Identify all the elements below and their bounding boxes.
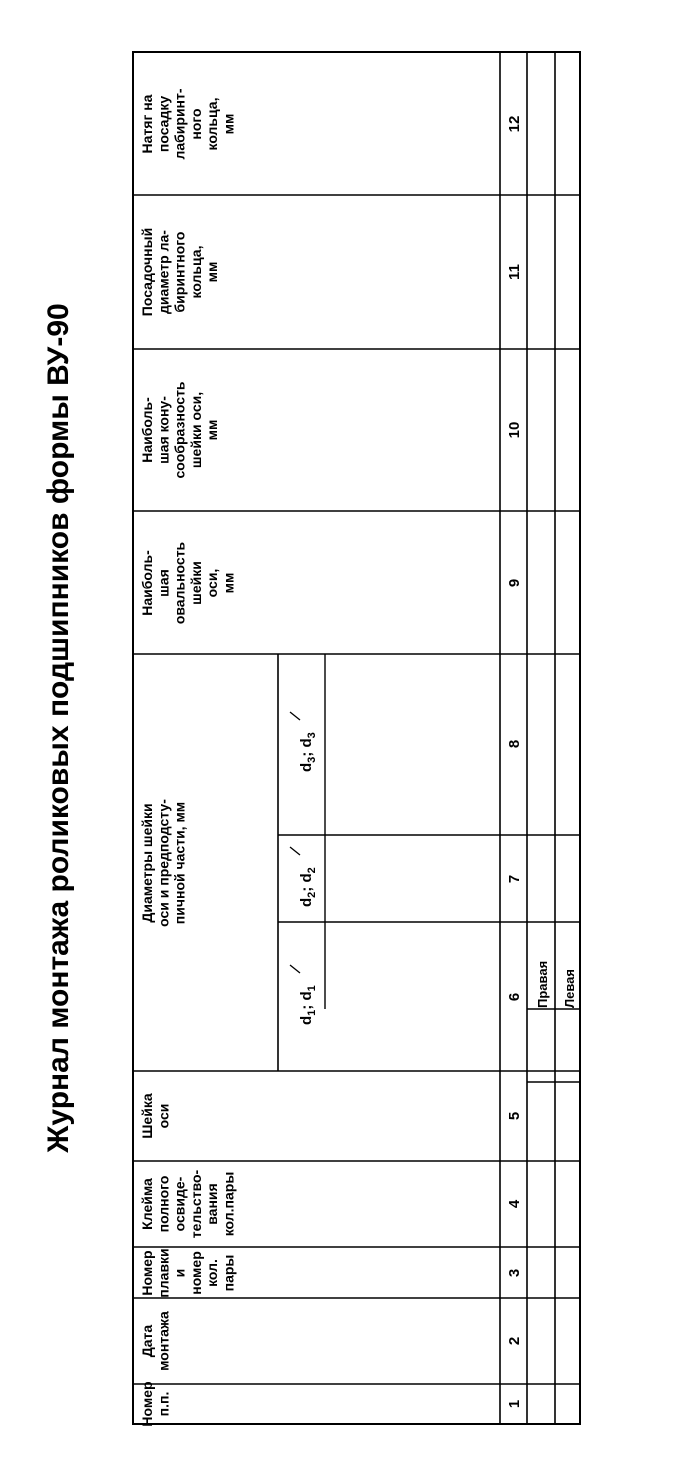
- column-header-line: биринтного: [171, 231, 188, 313]
- column-numbers: [506, 116, 523, 1409]
- column-header-line: мм: [220, 572, 237, 594]
- prime-mark: [290, 847, 300, 855]
- column-header-line: оси,: [204, 568, 221, 598]
- prime-mark: [290, 712, 300, 720]
- column-header-line: и: [171, 1268, 188, 1278]
- column-header-line: мм: [204, 261, 221, 283]
- column-header-line: мм: [220, 113, 237, 135]
- column-header-line: Дата: [139, 1324, 155, 1358]
- column-header-line: шейки: [187, 561, 204, 605]
- column-number: 10: [506, 421, 523, 439]
- column-header-line: кол.: [204, 1259, 221, 1287]
- column-header-line: овальность: [171, 541, 188, 625]
- diameter-subcolumn-label: $d_1$; $d_1$: [298, 985, 318, 1025]
- column-header-line: полного: [155, 1175, 172, 1233]
- column-number: 8: [506, 739, 523, 749]
- column-header-line: плавки: [155, 1248, 172, 1298]
- column-header-line: шая: [155, 569, 172, 597]
- column-number: 2: [506, 1336, 523, 1346]
- side-right-label: Правая: [535, 960, 550, 1008]
- column-header-line: монтажа: [155, 1311, 172, 1371]
- prime-mark: [290, 965, 300, 973]
- column-headers: [139, 88, 237, 1426]
- column-header-line: Номер: [139, 1381, 155, 1427]
- column-header-line: шейки оси,: [187, 391, 204, 469]
- column-header-line: номер: [187, 1251, 204, 1295]
- column-header-line: мм: [204, 419, 221, 441]
- column-header-line: ного: [187, 108, 204, 140]
- column-header-line: Номер: [139, 1250, 155, 1296]
- column-header-line: пары: [220, 1254, 237, 1292]
- journal-title: Журнал монтажа роликовых подшипников формы ВУ-90: [42, 303, 75, 1153]
- column-header-line: тельство-: [187, 1169, 204, 1239]
- diameter-subcolumn-label: $d_2$; $d_2$: [298, 867, 318, 907]
- column-header-line: лабиринт-: [171, 88, 188, 160]
- column-number: 6: [506, 992, 523, 1002]
- column-header-line: кольца,: [187, 245, 204, 299]
- column-header-line: освиде-: [171, 1176, 188, 1232]
- column-header-line: вания: [204, 1183, 221, 1225]
- column-header-line: оси: [155, 1103, 172, 1129]
- column-header-line: оси и предподсту-: [155, 799, 172, 927]
- column-header-line: кол.пары: [220, 1171, 237, 1237]
- side-left-label: Левая: [562, 969, 577, 1008]
- column-number: 12: [506, 115, 523, 133]
- column-number: 11: [506, 264, 523, 280]
- column-number: 1: [506, 1399, 523, 1409]
- diameter-subcolumn-label: $d_3$; $d_3$: [298, 732, 318, 772]
- column-header-line: посадку: [155, 95, 172, 153]
- column-header-line: Диаметры шейки: [139, 803, 155, 923]
- column-header-line: Натяг на: [139, 94, 155, 154]
- column-header-line: Наиболь-: [139, 550, 155, 616]
- column-number: 7: [506, 874, 523, 884]
- column-header-line: п.п.: [155, 1391, 172, 1417]
- column-number: 4: [506, 1199, 523, 1209]
- column-header-line: Наиболь-: [139, 397, 155, 463]
- column-number: 9: [506, 578, 523, 588]
- column-header-line: кольца,: [204, 97, 221, 151]
- column-number: 5: [506, 1111, 523, 1121]
- column-header-line: диаметр ла-: [155, 230, 172, 314]
- column-header-line: пичной части, мм: [171, 801, 188, 925]
- column-header-line: Клейма: [139, 1178, 155, 1230]
- column-header-line: сообразность: [171, 381, 188, 479]
- column-header-line: шая кону-: [155, 396, 172, 464]
- column-header-line: Шейка: [139, 1093, 155, 1139]
- column-header-line: Посадочный: [139, 227, 155, 317]
- column-number: 3: [506, 1268, 523, 1278]
